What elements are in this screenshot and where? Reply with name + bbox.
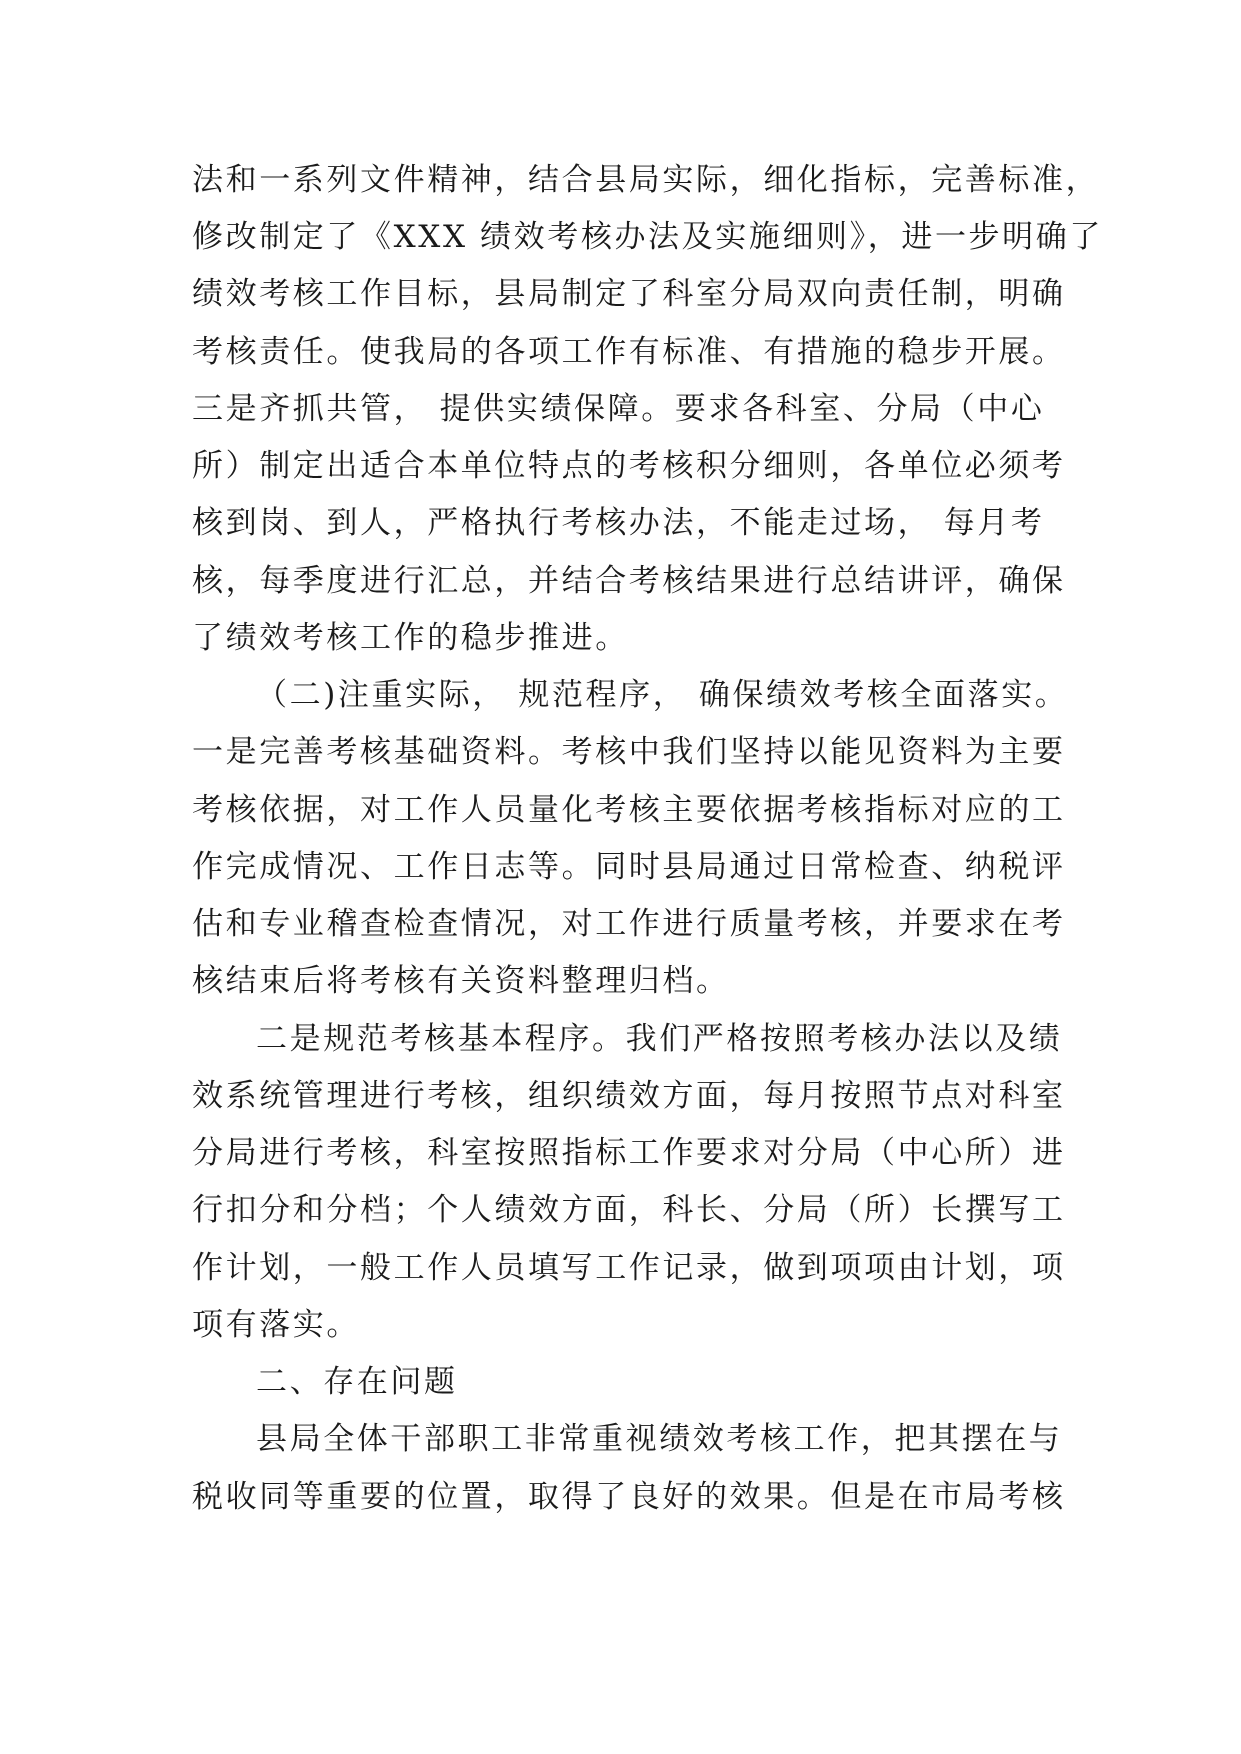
text-line: 三是齐抓共管， 提供实绩保障。要求各科室、分局（中心: [192, 391, 1045, 427]
text-line: 核，每季度进行汇总，并结合考核结果进行总结讲评，确保: [192, 563, 1066, 599]
text-line: 核结束后将考核有关资料整理归档。: [192, 963, 730, 999]
text-line: 作计划，一般工作人员填写工作记录，做到项项由计划，项: [192, 1250, 1066, 1286]
text-line: 所）制定出适合本单位特点的考核积分细则，各单位必须考: [192, 448, 1066, 484]
text-line: 一是完善考核基础资料。考核中我们坚持以能见资料为主要: [192, 734, 1066, 770]
text-line: 考核依据，对工作人员量化考核主要依据考核指标对应的工: [192, 792, 1066, 828]
text-line: 分局进行考核，科室按照指标工作要求对分局（中心所）进: [192, 1135, 1066, 1171]
text-line: 考核责任。使我局的各项工作有标准、有措施的稳步开展。: [192, 334, 1066, 370]
text-line: 绩效考核工作目标，县局制定了科室分局双向责任制，明确: [192, 276, 1066, 312]
text-line: 效系统管理进行考核，组织绩效方面，每月按照节点对科室: [192, 1078, 1066, 1114]
text-line: 法和一系列文件精神，结合县局实际，细化指标，完善标准，: [192, 162, 1100, 198]
text-line: 二是规范考核基本程序。我们严格按照考核办法以及绩: [256, 1021, 1063, 1057]
text-line: 作完成情况、工作日志等。同时县局通过日常检查、纳税评: [192, 849, 1066, 885]
section-heading: 二、存在问题: [256, 1364, 458, 1400]
text-line: 县局全体干部职工非常重视绩效考核工作，把其摆在与: [256, 1421, 1063, 1457]
text-line: 估和专业稽查检查情况，对工作进行质量考核，并要求在考: [192, 906, 1066, 942]
text-line: 行扣分和分档；个人绩效方面，科长、分局（所）长撰写工: [192, 1192, 1066, 1228]
section-heading: （二)注重实际， 规范程序， 确保绩效考核全面落实。: [256, 677, 1069, 713]
text-line: 项有落实。: [192, 1307, 360, 1343]
text-line: 税收同等重要的位置，取得了良好的效果。但是在市局考核: [192, 1479, 1066, 1515]
text-line: 了绩效考核工作的稳步推进。: [192, 620, 629, 656]
text-line: 修改制定了《XXX 绩效考核办法及实施细则》，进一步明确了: [192, 219, 1103, 255]
text-line: 核到岗、到人，严格执行考核办法，不能走过场， 每月考: [192, 505, 1045, 541]
